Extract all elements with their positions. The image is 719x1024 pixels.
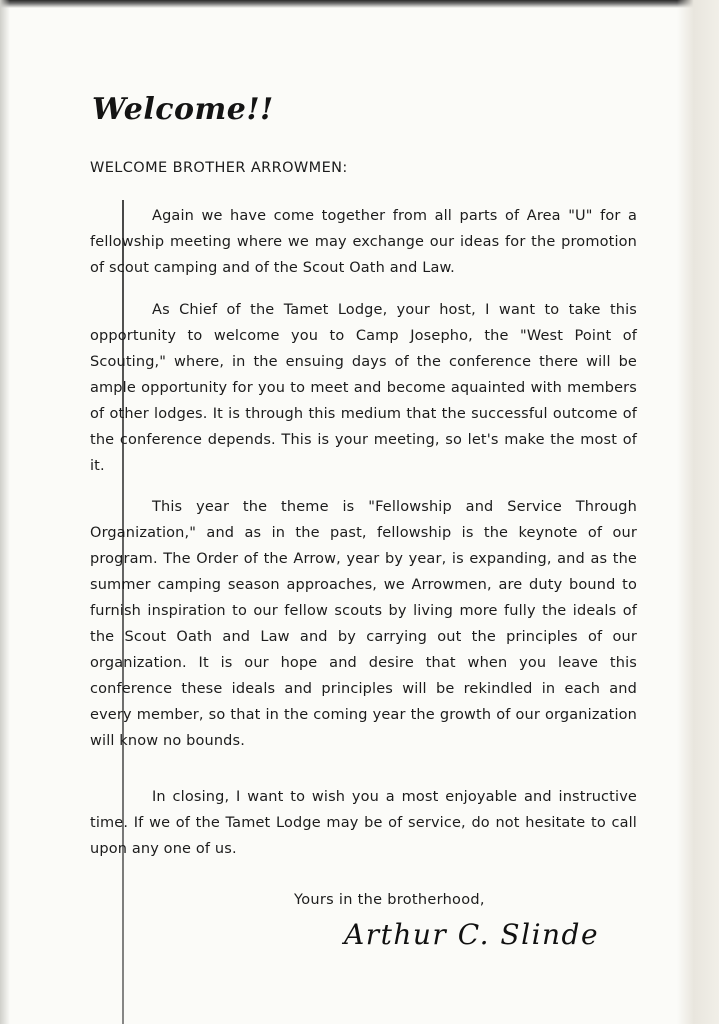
paragraph-1: Again we have come together from all parts of Area "U" for a fellowship meeting where we may exchange our ideas for the promotion of scout camping and of the Scout Oath and Law. [90,208,637,276]
closing-line: Yours in the brotherhood, [294,892,485,908]
letter-page [86,0,646,1024]
scan-right-edge [677,0,719,1024]
signature: Arthur C. Slinde [344,918,600,951]
salutation: WELCOME BROTHER ARROWMEN: [90,160,348,176]
paragraph-4: In closing, I want to wish you a most enjoyable and instructive time. If we of the Tamet Lodge may be of service, do not hesitate to call upon any one of us. [90,789,637,857]
paragraph-2: As Chief of the Tamet Lodge, your host, I want to take this opportunity to welcome you to Camp Josepho, the "West Point of Scouting," where, in the ensuing days of the conference there will be ample opportunity for you to meet and become aquainted with members of other lodges. It is through this medium that the successful outcome of the conference depends. This is your meeting, so let's make the most of it. [90,302,637,474]
paragraph-3: This year the theme is "Fellowship and Service Through Organization," and as in the past, fellowship is the keynote of our program. The Order of the Arrow, year by year, is expanding, and as the summer camping season approaches, we Arrowmen, are duty bound to furnish inspiration to our fellow scouts by living more fully the ideals of the Scout Oath and Law and by carrying out the principles of our organization. It is our hope and desire that when you leave this conference these ideals and principles will be rekindled in each and every member, so that in the coming year the growth of our organization will know no bounds. [90,499,637,749]
letter-title: Welcome!! [92,92,274,127]
scan-left-edge [0,0,10,1024]
